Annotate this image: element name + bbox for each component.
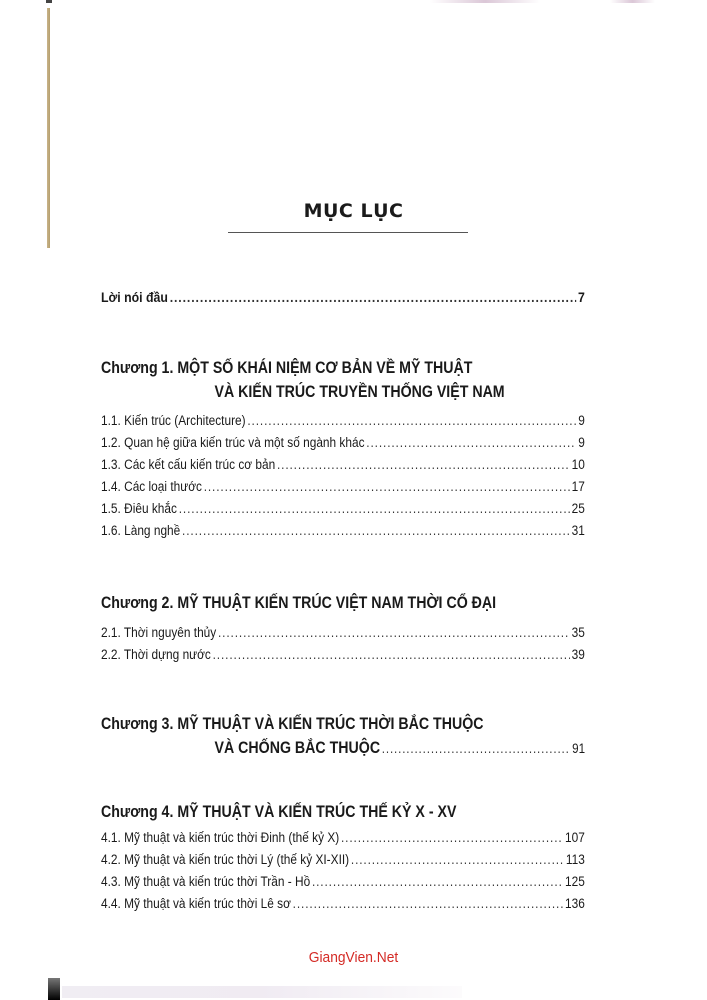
toc-entry[interactable] — [101, 871, 585, 893]
scan-artifact-top-smudge — [430, 0, 540, 3]
toc-entry-page: 7 — [577, 289, 585, 305]
toc-entry[interactable] — [101, 622, 585, 644]
chapter-title-line1: MỘT SỐ KHÁI NIỆM CƠ BẢN VỀ MỸ THUẬT — [177, 359, 473, 377]
toc-entry-page: 17 — [571, 479, 585, 494]
dot-leader — [182, 520, 570, 542]
toc-entry-label: 1.5. Điêu khắc — [101, 501, 177, 516]
toc-entry-label: Lời nói đầu — [101, 289, 168, 305]
chapter-number: Chương 1. — [101, 359, 174, 377]
toc-entry-label: 4.3. Mỹ thuật và kiến trúc thời Trần - Hồ — [101, 874, 311, 889]
dot-leader — [351, 849, 564, 871]
dot-leader — [312, 871, 563, 893]
toc-entry-label: 1.2. Quan hệ giữa kiến trúc và một số ngành khác — [101, 435, 365, 450]
toc-entry[interactable] — [101, 476, 585, 498]
dot-leader — [382, 737, 571, 761]
title-underline — [228, 232, 468, 233]
chapter-title-line2: VÀ KIẾN TRÚC TRUYỀN THỐNG VIỆT NAM — [214, 383, 505, 401]
toc-entry-page: 39 — [571, 647, 585, 662]
chapter-number: Chương 4. — [101, 803, 174, 821]
toc-entry-label: 1.1. Kiến trúc (Architecture) — [101, 413, 246, 428]
toc-chapter-4-sections — [101, 827, 585, 915]
toc-entry-page: 10 — [571, 457, 585, 472]
toc-entry[interactable] — [101, 644, 585, 666]
chapter-heading[interactable] — [101, 800, 585, 824]
dot-leader — [204, 476, 570, 498]
page-title: MỤC LỤC — [303, 200, 404, 222]
dot-leader — [277, 454, 570, 476]
chapter-heading[interactable] — [101, 591, 585, 615]
chapter-number: Chương 2. — [101, 594, 174, 612]
dot-leader — [218, 622, 570, 644]
toc-entry-page: 9 — [578, 413, 585, 428]
toc-entry[interactable] — [101, 893, 585, 915]
chapter-title-line1: MỸ THUẬT VÀ KIẾN TRÚC THẾ KỶ X - XV — [177, 803, 457, 821]
toc-preface — [101, 286, 585, 308]
toc-entry[interactable] — [101, 849, 585, 871]
toc-entry[interactable] — [101, 286, 585, 308]
chapter-title-line1: MỸ THUẬT KIẾN TRÚC VIỆT NAM THỜI CỔ ĐẠI — [177, 594, 497, 612]
toc-chapter-1-sections — [101, 410, 585, 542]
toc-entry[interactable] — [101, 827, 585, 849]
toc-entry-page: 125 — [565, 874, 585, 889]
scan-artifact-bleed-through — [62, 986, 462, 998]
scan-artifact-top-corner — [46, 0, 52, 3]
dot-leader — [247, 410, 576, 432]
dot-leader — [341, 827, 563, 849]
chapter-title-line2-row — [101, 736, 585, 761]
toc-entry[interactable] — [101, 410, 585, 432]
dot-leader — [170, 286, 577, 308]
toc-chapter-2-sections — [101, 622, 585, 666]
chapter-heading[interactable] — [101, 712, 585, 761]
toc-entry-label: 4.1. Mỹ thuật và kiến trúc thời Đinh (thế kỷ X) — [101, 830, 340, 845]
chapter-number: Chương 3. — [101, 715, 174, 733]
toc-entry-page: 25 — [571, 501, 585, 516]
toc-chapter-1 — [101, 356, 585, 404]
toc-entry-page: 107 — [565, 830, 585, 845]
toc-chapter-4 — [101, 800, 585, 824]
dot-leader — [293, 893, 564, 915]
toc-entry[interactable] — [101, 520, 585, 542]
toc-entry[interactable] — [101, 454, 585, 476]
scan-artifact-top-smudge — [610, 0, 655, 3]
dot-leader — [366, 432, 576, 454]
dot-leader — [179, 498, 570, 520]
toc-entry-label: 4.2. Mỹ thuật và kiến trúc thời Lý (thế kỷ XI-XII) — [101, 852, 350, 867]
toc-entry-page: 31 — [571, 523, 585, 538]
toc-entry-page: 9 — [578, 435, 585, 450]
toc-chapter-2 — [101, 591, 585, 615]
toc-entry-page: 91 — [572, 741, 586, 756]
toc-entry[interactable] — [101, 432, 585, 454]
toc-entry[interactable] — [101, 498, 585, 520]
toc-entry-page: 136 — [565, 896, 585, 911]
toc-entry-label: 1.6. Làng nghề — [101, 523, 181, 538]
scan-artifact-bottom-mark — [48, 978, 60, 1000]
chapter-title-line1: MỸ THUẬT VÀ KIẾN TRÚC THỜI BẮC THUỘC — [177, 715, 484, 733]
toc-entry-page: 35 — [571, 625, 585, 640]
watermark-text: GiangVien.Net — [308, 949, 399, 966]
chapter-title-line2: VÀ CHỐNG BẮC THUỘC — [214, 739, 381, 757]
dot-leader — [213, 644, 570, 666]
toc-entry-label: 2.1. Thời nguyên thủy — [101, 625, 217, 640]
chapter-heading[interactable] — [101, 356, 585, 404]
toc-entry-label: 1.4. Các loại thước — [101, 479, 202, 494]
toc-entry-label: 2.2. Thời dựng nước — [101, 647, 211, 662]
toc-entry-label: 4.4. Mỹ thuật và kiến trúc thời Lê sơ — [101, 896, 291, 911]
toc-entry-label: 1.3. Các kết cấu kiến trúc cơ bản — [101, 457, 276, 472]
toc-entry-page: 113 — [565, 852, 585, 867]
toc-chapter-3 — [101, 712, 585, 761]
